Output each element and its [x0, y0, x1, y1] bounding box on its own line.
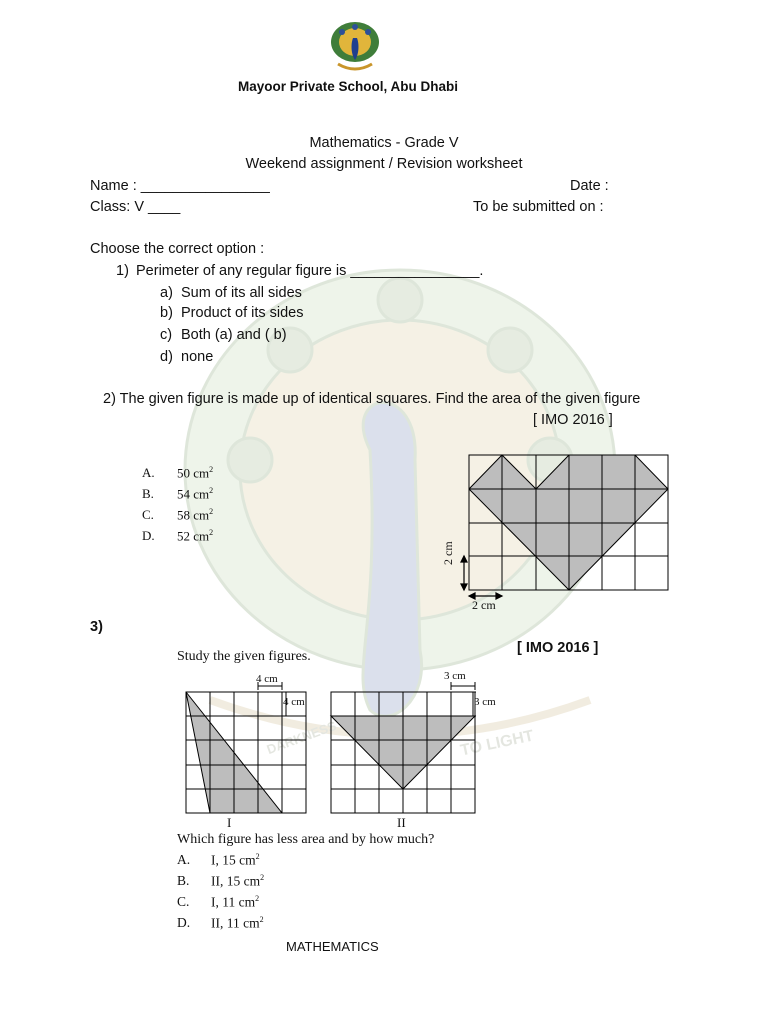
worksheet-title: Weekend assignment / Revision worksheet [245, 156, 523, 172]
figure-one-side-label: 4 cm [283, 696, 305, 708]
figure-one-caption: I [227, 815, 232, 830]
instructions: Choose the correct option : [90, 241, 265, 257]
q3-option-letter: A. [177, 852, 191, 867]
q2-option-value: 52 $cm^2$ [177, 528, 214, 544]
q2-option-letter: C. [142, 507, 154, 522]
school-logo [328, 20, 382, 76]
q2-option-value: 50 $cm^2$ [177, 465, 214, 481]
q3-option-letter: C. [177, 894, 190, 909]
q2-option-letter: B. [142, 486, 154, 501]
heart-grid-figure [440, 445, 675, 615]
q1-option-letter: d) [160, 349, 173, 365]
figure-two-side-label: 3 cm [474, 696, 496, 708]
q1-option-text: Product of its sides [181, 305, 304, 321]
q3-number: 3) [90, 619, 103, 635]
subject-title: Mathematics - Grade V [309, 135, 459, 151]
figure-two-grid [327, 668, 477, 820]
figure-one-top-label: 4 cm [256, 673, 278, 685]
school-name: Mayoor Private School, Abu Dhabi [238, 79, 459, 94]
q1-option-text: Sum of its all sides [181, 285, 302, 301]
q2-option-value: 58 $cm^2$ [177, 507, 214, 523]
q3-option-value: II, 15 $cm^2$ [211, 873, 265, 889]
q1-option-letter: c) [160, 327, 173, 343]
q1-option-text: Both (a) and ( b) [181, 327, 287, 343]
q1-option-letter: a) [160, 285, 173, 301]
footer-subject: MATHEMATICS [286, 939, 379, 954]
q3-option-value: I, 11 $cm^2$ [211, 894, 260, 910]
q3-question: Which figure has less area and by how much? [177, 832, 435, 847]
q2-option-letter: A. [142, 465, 155, 480]
q1-number: 1) [116, 263, 129, 279]
dimension-vertical-label: 2 cm [441, 541, 455, 565]
dimension-horizontal-label: 2 cm [472, 598, 496, 612]
q1-text: Perimeter of any regular figure is ________________. [136, 263, 484, 279]
q2-option-letter: D. [142, 528, 155, 543]
class-field: Class: V ____ [90, 199, 181, 215]
q1-option-letter: b) [160, 305, 173, 321]
q3-option-value: I, 15 $cm^2$ [211, 852, 260, 868]
q3-option-value: II, 11 $cm^2$ [211, 915, 264, 931]
dimension-arrows [461, 556, 502, 599]
q2-text: 2) The given figure is made up of identical squares. Find the area of the given figure [103, 391, 641, 407]
q1-option-text: none [181, 349, 214, 365]
figure-one-grid [182, 668, 317, 820]
watermark-right-text: TO LIGHT [458, 727, 536, 760]
figure-two-caption: II [397, 815, 406, 830]
submission-date-field: To be submitted on : [473, 199, 604, 215]
q3-option-letter: B. [177, 873, 190, 888]
watermark-left-text: DARKNESS [264, 717, 339, 758]
name-field: Name : ________________ [90, 178, 270, 194]
date-field: Date : [570, 178, 609, 194]
q2-option-value: 54 $cm^2$ [177, 486, 214, 502]
q3-source: [ IMO 2016 ] [517, 640, 599, 656]
figure-two-top-label: 3 cm [444, 670, 466, 682]
q3-option-letter: D. [177, 915, 191, 930]
q3-intro: Study the given figures. [177, 649, 311, 664]
q2-source: [ IMO 2016 ] [533, 412, 613, 428]
